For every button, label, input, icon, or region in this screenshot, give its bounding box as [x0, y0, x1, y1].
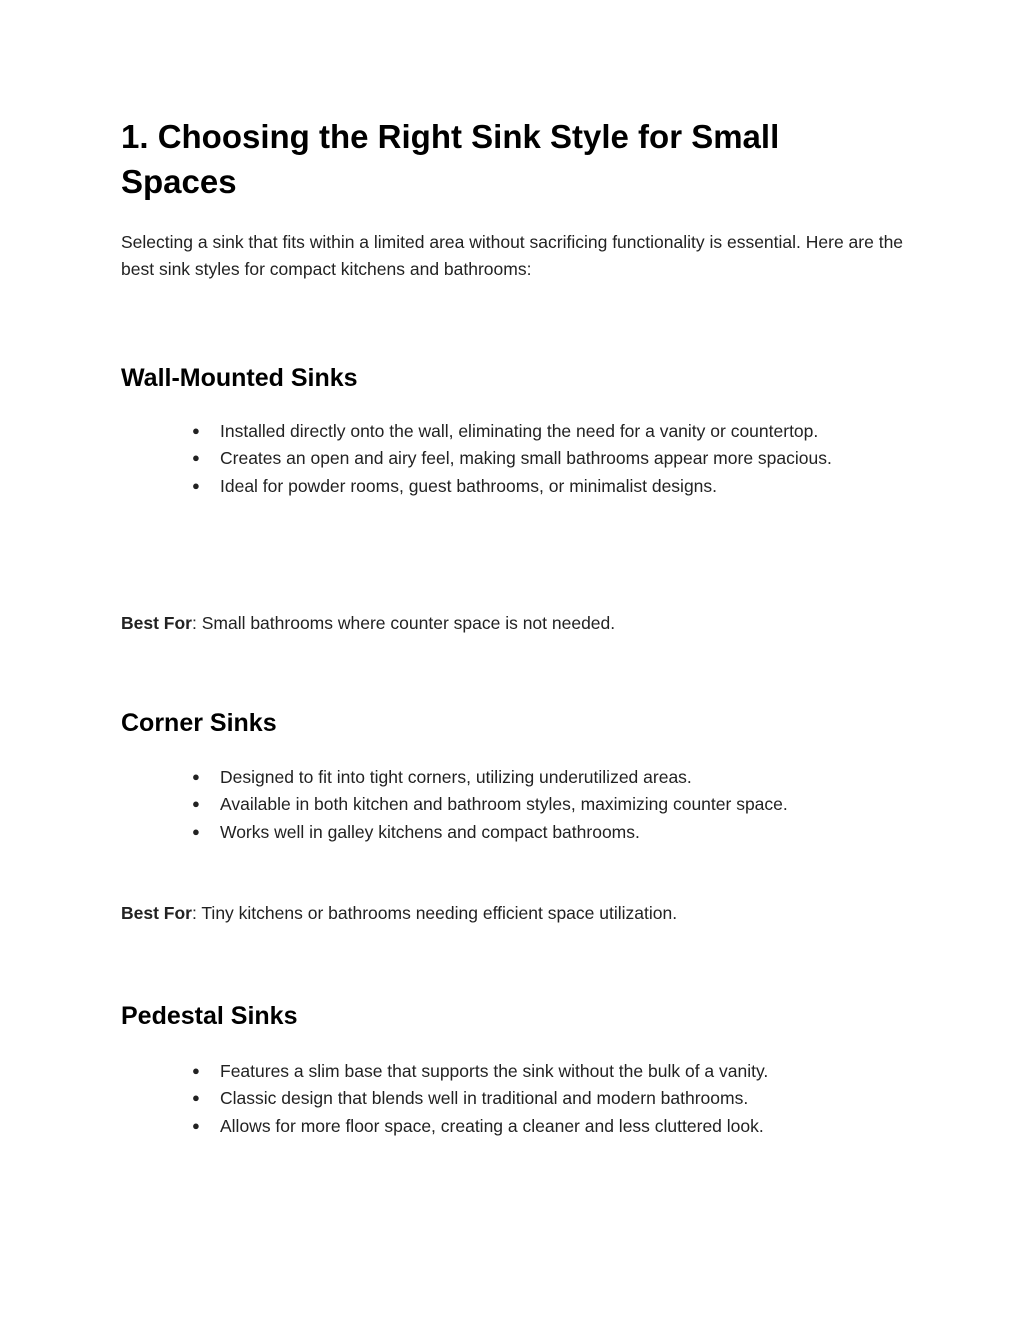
best-for-text: : Tiny kitchens or bathrooms needing efficient space utilization.: [191, 903, 678, 923]
list-item: [187, 764, 847, 791]
bullet-icon: ●: [192, 1118, 200, 1133]
list-item-text: Features a slim base that supports the sink without the bulk of a vanity.: [220, 1061, 769, 1081]
section-heading-pedestal: Pedestal Sinks: [121, 1002, 298, 1030]
list-item-text: Works well in galley kitchens and compact bathrooms.: [220, 822, 640, 842]
list-item: [187, 1085, 847, 1112]
best-for-wall-mounted: [121, 610, 911, 637]
bullet-icon: ●: [192, 1063, 200, 1078]
section-heading-wall-mounted: Wall-Mounted Sinks: [121, 364, 358, 392]
list-item: [187, 418, 847, 445]
list-item: [187, 819, 847, 846]
list-item-text: Creates an open and airy feel, making small bathrooms appear more spacious.: [220, 447, 832, 468]
list-item-text: Ideal for powder rooms, guest bathrooms, or minimalist designs.: [220, 476, 718, 496]
best-for-label: Best For: [121, 613, 192, 633]
intro-paragraph: Selecting a sink that fits within a limited area without sacrificing functionality is essential. Here are the best sink styles for compact kitchens and bathrooms:: [121, 232, 904, 279]
list-item-text: Allows for more floor space, creating a cleaner and less cluttered look.: [220, 1116, 764, 1136]
bullet-list-pedestal: [187, 1058, 847, 1140]
list-item: [187, 445, 847, 472]
bullet-icon: ●: [192, 795, 200, 811]
section-heading-corner: Corner Sinks: [121, 709, 277, 737]
page-title: 1. Choosing the Right Sink Style for Small Spaces: [121, 118, 780, 200]
best-for-label: Best For: [121, 903, 192, 923]
list-item-text: Classic design that blends well in traditional and modern bathrooms.: [220, 1087, 749, 1108]
bullet-icon: ●: [192, 1089, 200, 1105]
bullet-icon: ●: [192, 824, 200, 839]
best-for-text: : Small bathrooms where counter space is not needed.: [191, 613, 616, 633]
bullet-list-corner: [187, 764, 847, 846]
list-item-text: Designed to fit into tight corners, utilizing underutilized areas.: [220, 767, 692, 787]
list-item: [187, 1113, 847, 1140]
bullet-icon: ●: [192, 478, 200, 493]
bullet-icon: ●: [192, 449, 200, 465]
list-item: [187, 1058, 847, 1085]
bullet-icon: ●: [192, 769, 200, 784]
list-item-text: Installed directly onto the wall, eliminating the need for a vanity or countertop.: [220, 421, 819, 441]
list-item: [187, 791, 847, 818]
bullet-icon: ●: [192, 423, 200, 438]
list-item-text: Available in both kitchen and bathroom styles, maximizing counter space.: [220, 793, 788, 814]
best-for-corner: [121, 900, 911, 927]
list-item: [187, 473, 847, 500]
bullet-list-wall-mounted: [187, 418, 847, 500]
